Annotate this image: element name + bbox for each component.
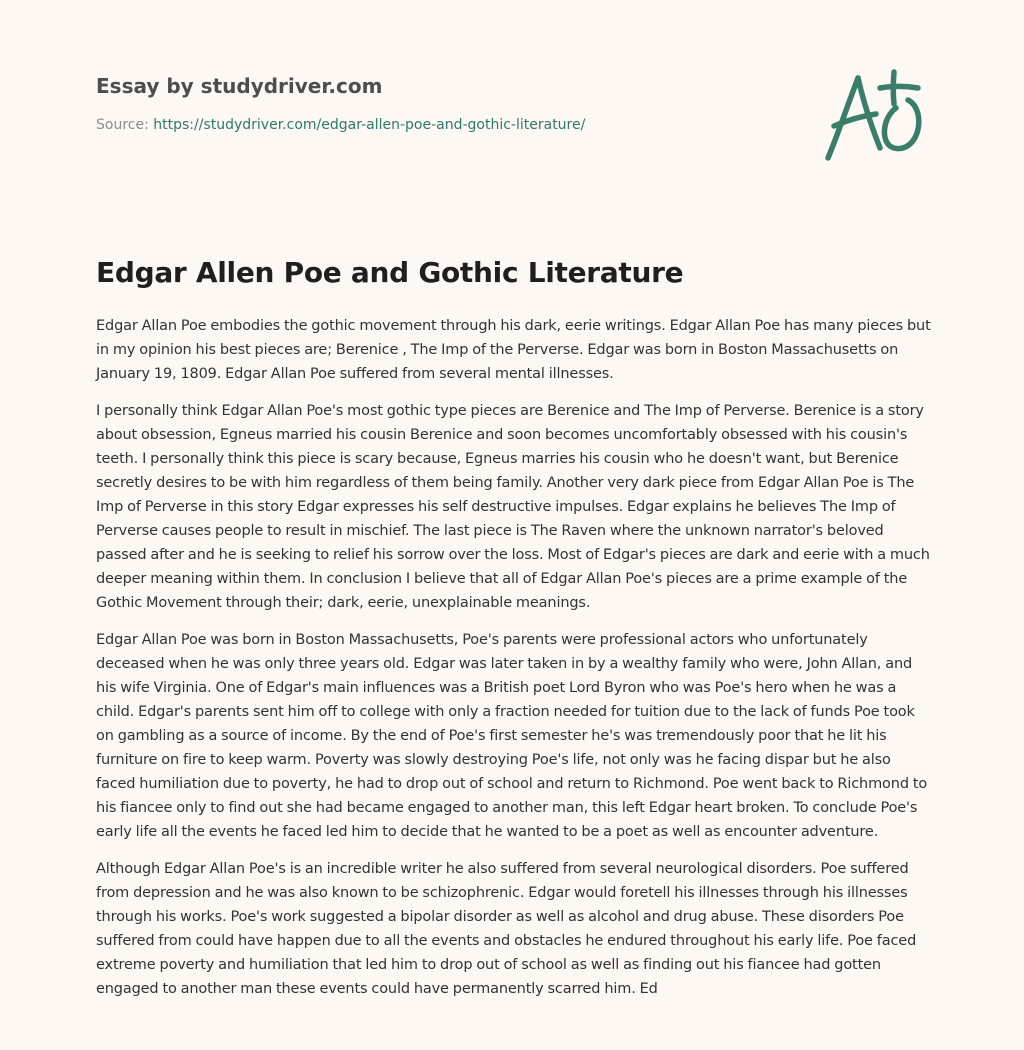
paragraph: Edgar Allan Poe embodies the gothic movement through his dark, eerie writings. Edgar Allan Poe has many pieces but in my opinion his best pieces are; Berenice , The Imp of the Perverse. Edgar was born in Boston Massachusetts on January 19, 1809. Edgar Allan Poe suffered from several mental illnesses.	[96, 318, 931, 382]
paragraph: I personally think Edgar Allan Poe's most gothic type pieces are Berenice and The Imp of Perverse. Berenice is a story about obsession, Egneus married his cousin Berenice and soon becomes uncomfortably obsessed with his cousin's teeth. I personally think this piece is scary because, Egneus marries his cousin who he doesn't want, but Berenice secretly desires to be with him regardless of them being family. Another very dark piece from Edgar Allan Poe is The Imp of Perverse in this story Edgar expresses his self destructive impulses. Edgar explains he believes The Imp of Perverse causes people to result in mischief. The last piece is The Raven where the unknown narrator's beloved passed after and he is seeking to relief his sorrow over the loss. Most of Edgar's pieces are dark and eerie with a much deeper meaning within them. In conclusion I believe that all of Edgar Allan Poe's pieces are a prime example of the Gothic Movement through their; dark, eerie, unexplainable meanings.	[96, 403, 930, 611]
source-link[interactable]: https://studydriver.com/edgar-allen-poe-and-gothic-literature/	[153, 117, 586, 133]
source-line	[96, 117, 585, 134]
essay-header	[96, 74, 585, 134]
source-label: Source:	[96, 117, 149, 133]
essay-body	[96, 314, 932, 1014]
paragraph: Edgar Allan Poe was born in Boston Massachusetts, Poe's parents were professional actors who unfortunately deceased when he was only three years old. Edgar was later taken in by a wealthy family who were, John Allan, and his wife Virginia. One of Edgar's main influences was a British poet Lord Byron who was Poe's hero when he was a child. Edgar's parents sent him off to college with only a fraction needed for tuition due to the lack of funds Poe took on gambling as a source of income. By the end of Poe's first semester he's was tremendously poor that he lit his furniture on fire to keep warm. Poverty was slowly destroying Poe's life, not only was he facing dispar but he also faced humiliation due to poverty, he had to drop out of school and return to Richmond. Poe went back to Richmond to his fiancee only to find out she had became engaged to another man, this left Edgar heart broken. To conclude Poe's early life all the events he faced led him to decide that he wanted to be a poet as well as encounter adventure.	[96, 632, 928, 840]
a-plus-logo-icon	[818, 64, 930, 168]
site-brand: Essay by studydriver.com	[96, 74, 383, 98]
paragraph: Although Edgar Allan Poe's is an incredible writer he also suffered from several neurological disorders. Poe suffered from depression and he was also known to be schizophrenic. Edgar would foretell his illnesses through his illnesses through his works. Poe's work suggested a bipolar disorder as well as alcohol and drug abuse. These disorders Poe suffered from could have happen due to all the events and obstacles he endured throughout his early life. Poe faced extreme poverty and humiliation that led him to drop out of school as well as finding out his fiancee had gotten engaged to another man these events could have permanently scarred him. Ed	[96, 861, 917, 997]
essay-title: Edgar Allen Poe and Gothic Literature	[96, 256, 684, 289]
